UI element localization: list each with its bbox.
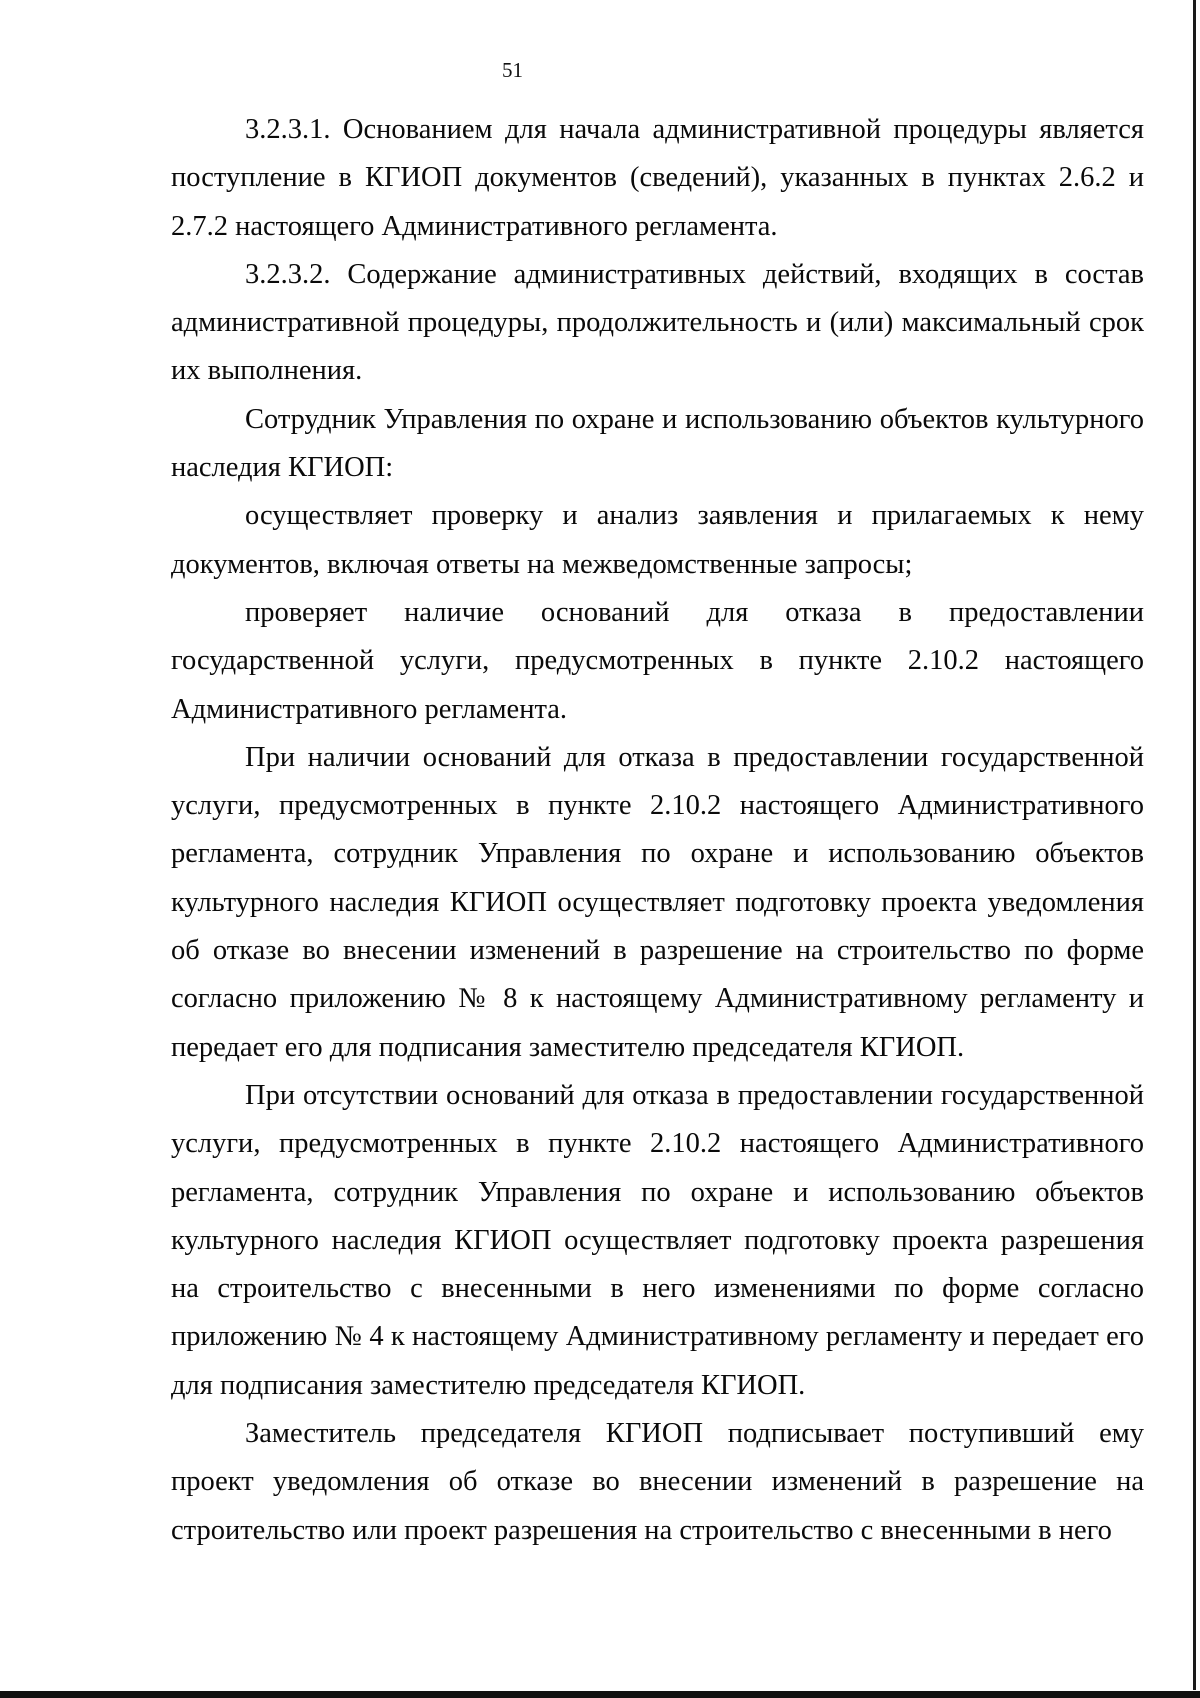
scan-edge-bottom bbox=[0, 1691, 1200, 1698]
paragraph-3-2-3-2: 3.2.3.2. Содержание административных действий, входящих в состав административной процедуры, продолжительность и (или) максимальный срок их выполнения. bbox=[171, 258, 1144, 387]
scan-edge-right bbox=[1193, 0, 1196, 1690]
paragraph-no-refusal-grounds: При отсутствии оснований для отказа в предоставлении государственной услуги, предусмотренных в пункте 2.10.2 настоящего Административного регламента, сотрудник Управления по охране и использованию объектов культурного наследия КГИОП осуществляет подготовку проекта разрешения на строительство с внесенными в него изменениями по форме согласно приложению № 4 к настоящему Административному регламенту и передает его для подписания заместителю председателя КГИОП. bbox=[171, 1079, 1144, 1401]
document-body bbox=[171, 106, 1144, 1555]
paragraph-deputy-signs: Заместитель председателя КГИОП подписывает поступивший ему проект уведомления об отказе во внесении изменений в разрешение на строительство или проект разрешения на строительство с внесенными в него bbox=[171, 1418, 1144, 1546]
paragraph-employee-intro: Сотрудник Управления по охране и использованию объектов культурного наследия КГИОП: bbox=[171, 403, 1144, 484]
paragraph-checks-grounds: проверяет наличие оснований для отказа в предоставлении государственной услуги, предусмотренных в пункте 2.10.2 настоящего Административного регламента. bbox=[171, 596, 1144, 725]
paragraph-checks-application: осуществляет проверку и анализ заявления и прилагаемых к нему документов, включая ответы на межведомственные запросы; bbox=[171, 500, 1144, 580]
paragraph-3-2-3-1: 3.2.3.1. Основанием для начала административной процедуры является поступление в КГИОП документов (сведений), указанных в пунктах 2.6.2 и 2.7.2 настоящего Административного регламента. bbox=[171, 114, 1144, 242]
page-number: 51 bbox=[502, 58, 523, 82]
paragraph-refusal-grounds: При наличии оснований для отказа в предоставлении государственной услуги, предусмотренных в пункте 2.10.2 настоящего Административного регламента, сотрудник Управления по охране и использованию объектов культурного наследия КГИОП осуществляет подготовку проекта уведомления об отказе во внесении изменений в разрешение на строительство по форме согласно приложению № 8 к настоящему Административному регламенту и передает его для подписания заместителю председателя КГИОП. bbox=[171, 741, 1144, 1063]
